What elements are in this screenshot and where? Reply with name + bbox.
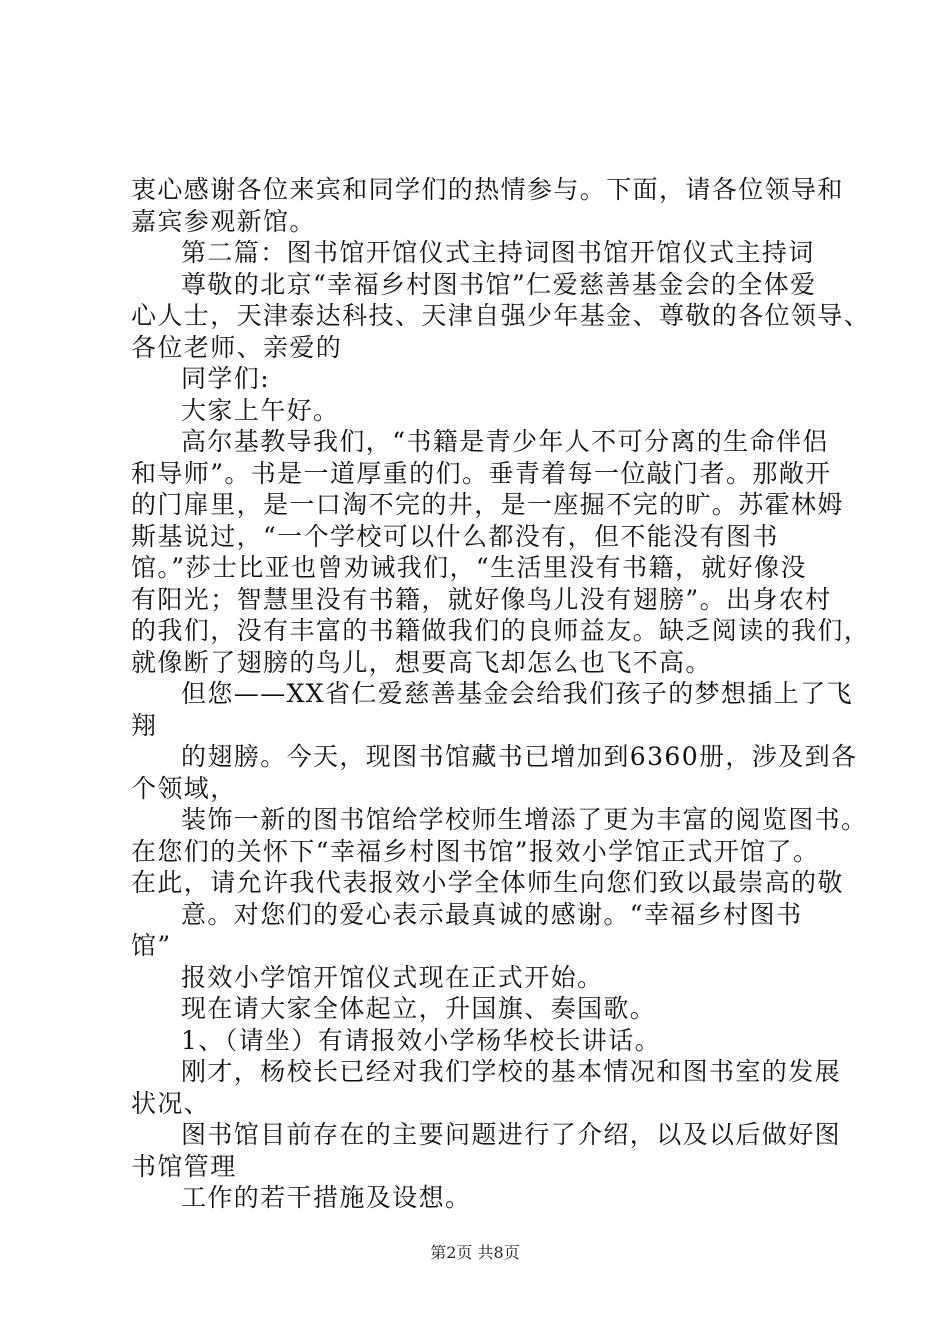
text-line: 同学们: [181,364,271,393]
text-line: 报效小学馆开馆仪式现在正式开始。 [181,962,604,992]
document-body [131,174,871,1214]
text-line: 各位老师、亲爱的 [131,332,343,362]
text-line: 大家上午好。 [181,395,340,425]
text-line: 在此，请允许我代表报效小学全体师生向您们致以最崇高的敬 [131,868,844,897]
text-line: 高尔基教导我们，“书籍是青少年人不可分离的生命伴侣 [181,427,829,456]
text-line: 现在请大家全体起立，升国旗、奏国歌。 [181,994,657,1023]
text-line: 心人士，天津泰达科技、天津自强少年基金、尊敬的各位领导、 [131,301,871,330]
text-line: 和导师”。书是一道厚重的们。垂青着每一位敲门者。那敞开 [131,458,832,488]
text-line: 嘉宾参观新馆。 [131,206,316,236]
section-heading: 第二篇：图书馆开馆仪式主持词图书馆开馆仪式主持词 [181,238,815,267]
text-line: 装饰一新的图书馆给学校师生增添了更为丰富的阅览图书。 [181,805,868,834]
text-line: 刚才，杨校长已经对我们学校的基本情况和图书室的发展 [181,1057,842,1086]
text-line: 书馆管理 [131,1151,237,1181]
text-line: 尊敬的北京“幸福乡村图书馆”仁爱慈善基金会的全体爱 [181,269,817,299]
text-line: 在您们的关怀下“幸福乡村图书馆”报效小学馆正式开馆了。 [131,836,820,866]
text-line: 状况、 [131,1088,211,1118]
text-line: 的翅膀。今天，现图书馆藏书已增加到6360册，涉及到各 [181,742,858,771]
text-line: 馆。”莎士比亚也曾劝诫我们，“生活里没有书籍，就好像没 [131,553,807,582]
text-line: 图书馆目前存在的主要问题进行了介绍，以及以后做好图 [181,1120,842,1149]
page-footer: 第2页 共8页 [430,1243,520,1262]
text-line: 衷心感谢各位来宾和同学们的热情参与。下面，请各位领导和 [131,175,844,204]
text-line: 斯基说过，“一个学校可以什么都没有，但不能没有图书 [131,521,779,551]
text-line: 但您——XX省仁爱慈善基金会给我们孩子的梦想插上了飞 [181,679,853,708]
text-line: 的我们，没有丰富的书籍做我们的良师益友。缺乏阅读的我们， [131,616,871,645]
text-line: 就像断了翅膀的鸟儿，想要高飞却怎么也飞不高。 [131,647,712,677]
text-line: 的门扉里，是一口淘不完的井，是一座掘不完的旷。苏霍林姆 [131,490,844,519]
text-line: 工作的若干措施及设想。 [181,1183,472,1212]
text-line: 1、（请坐）有请报效小学杨华校长讲话。 [181,1025,662,1055]
text-line: 个领域， [131,773,237,803]
text-line: 翔 [131,710,158,740]
text-line: 馆” [131,931,172,960]
text-line: 意。对您们的爱心表示最真诚的感谢。“幸福乡村图书 [181,899,803,929]
text-line: 有阳光；智慧里没有书籍，就好像鸟儿没有翅膀”。出身农村 [131,584,832,614]
